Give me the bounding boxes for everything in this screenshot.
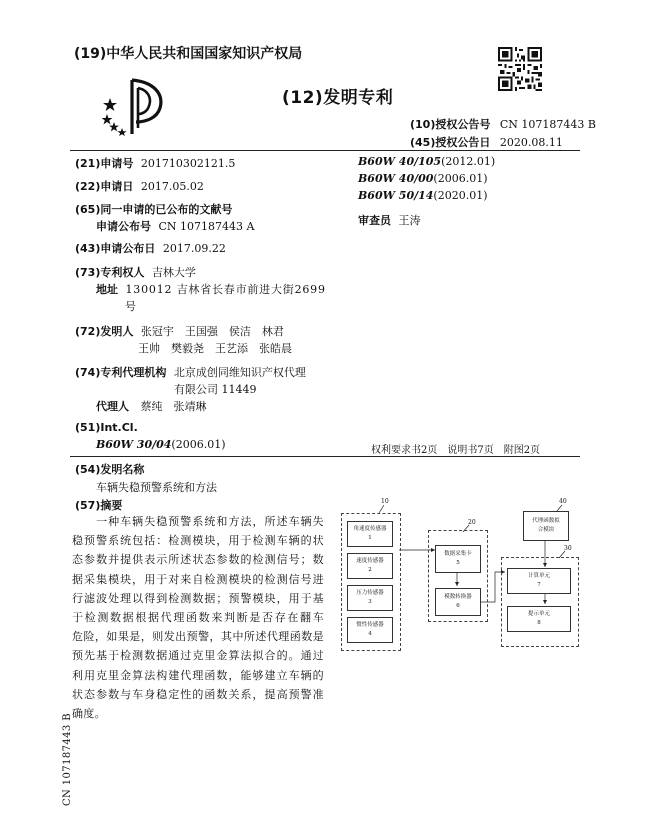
cnipa-logo xyxy=(102,78,170,136)
examiner: 审查员 王涛 xyxy=(358,214,421,227)
abstract-line: 危险，如果是，则发出预警，其中所述代理函数是 xyxy=(72,630,324,644)
ipc-main: B60W 30/04(2006.01) xyxy=(96,438,226,451)
ipc-right-1: B60W 40/105(2012.01) xyxy=(358,155,496,168)
biblio-divider xyxy=(70,456,580,457)
abstract-line: 预先基于检测数据通过克里金算法拟合的。通过 xyxy=(72,649,324,663)
abstract-line: 状态参数与车身稳定性的函数关系，提高预警准 xyxy=(72,687,324,701)
group-label-30: 30 xyxy=(564,545,572,552)
ipc-heading: (51)Int.Cl. xyxy=(75,421,138,434)
inventors: (72)发明人 张冠宇 王国强 侯洁 林君 xyxy=(75,325,284,338)
adc-converter: 模数转换器 6 xyxy=(435,588,481,616)
application-date: (22)申请日 2017.05.02 xyxy=(75,180,204,193)
abstract-line: 态参数并提供表示所述状态参数的检测信号；数 xyxy=(72,553,324,567)
pressure-sensor: 压力传感器 3 xyxy=(347,585,393,611)
address-continued: 号 xyxy=(125,300,136,313)
header-divider xyxy=(70,150,580,151)
patentee: (73)专利权人 吉林大学 xyxy=(75,266,196,279)
address: 地址 130012 吉林省长春市前进大街2699 xyxy=(96,283,326,296)
data-acquisition-card: 数据采集卡 5 xyxy=(435,545,481,573)
alert-unit: 提示单元 8 xyxy=(507,606,571,632)
abstract-line: 据采集模块，用于对来自检测模块的检测信号进 xyxy=(72,572,324,586)
patent-agency: (74)专利代理机构 北京成创同维知识产权代理 xyxy=(75,366,306,379)
calculation-unit: 计算单元 7 xyxy=(507,568,571,594)
ipc-right-2: B60W 40/00(2006.01) xyxy=(358,172,488,185)
abstract-line: 利用克里金算法构建代理函数，能够建立车辆的 xyxy=(72,668,324,682)
group-label-40: 40 xyxy=(559,498,567,505)
office-name: (19)中华人民共和国国家知识产权局 xyxy=(74,46,303,62)
speed-sensor: 速度传感器 2 xyxy=(347,553,393,579)
application-number: (21)申请号 201710302121.5 xyxy=(75,157,236,170)
abstract-line: 行滤波处理以得到检测数据；预警模块，用于基 xyxy=(72,591,324,605)
abstract-heading: (57)摘要 xyxy=(75,499,123,512)
inventors-continued: 王帅 樊毅尧 王艺添 张皓晨 xyxy=(138,342,292,355)
side-document-number: CN 107187443 B xyxy=(62,713,73,806)
document-type: (12)发明专利 xyxy=(282,88,394,108)
application-publication-number: 申请公布号 CN 107187443 A xyxy=(96,220,255,233)
abstract-line: 一种车辆失稳预警系统和方法，所述车辆失 xyxy=(72,515,324,528)
angular-velocity-sensor: 角速度传感器 1 xyxy=(347,521,393,547)
abstract-line: 确度。 xyxy=(72,706,106,720)
grant-publication-date: (45)授权公告日 2020.08.11 xyxy=(410,136,563,149)
invention-title: 车辆失稳预警系统和方法 xyxy=(96,481,217,494)
proxy-function-module: 代理函数拟 合模块 xyxy=(523,511,569,541)
abstract-figure xyxy=(335,497,585,662)
prior-publication-heading: (65)同一申请的已公布的文献号 xyxy=(75,203,233,216)
title-heading: (54)发明名称 xyxy=(75,463,145,476)
qr-code xyxy=(498,47,542,91)
abstract-line: 稳预警系统包括：检测模块，用于检测车辆的状 xyxy=(72,534,324,548)
patent-agency-continued: 有限公司 11449 xyxy=(174,383,257,396)
ipc-right-3: B60W 50/14(2020.01) xyxy=(358,189,488,202)
agents: 代理人 蔡纯 张靖琳 xyxy=(96,400,207,413)
application-publication-date: (43)申请公布日 2017.09.22 xyxy=(75,242,226,255)
grant-publication-number: (10)授权公告号 CN 107187443 B xyxy=(410,118,596,131)
group-label-20: 20 xyxy=(468,519,476,526)
inertial-sensor: 惯性传感器 4 xyxy=(347,617,393,643)
abstract-text xyxy=(72,512,324,723)
abstract-line: 于检测数据根据代理函数来判断是否存在翻车 xyxy=(72,610,324,624)
group-label-10: 10 xyxy=(381,498,389,505)
pages-summary: 权利要求书2页 说明书7页 附图2页 xyxy=(371,445,541,456)
